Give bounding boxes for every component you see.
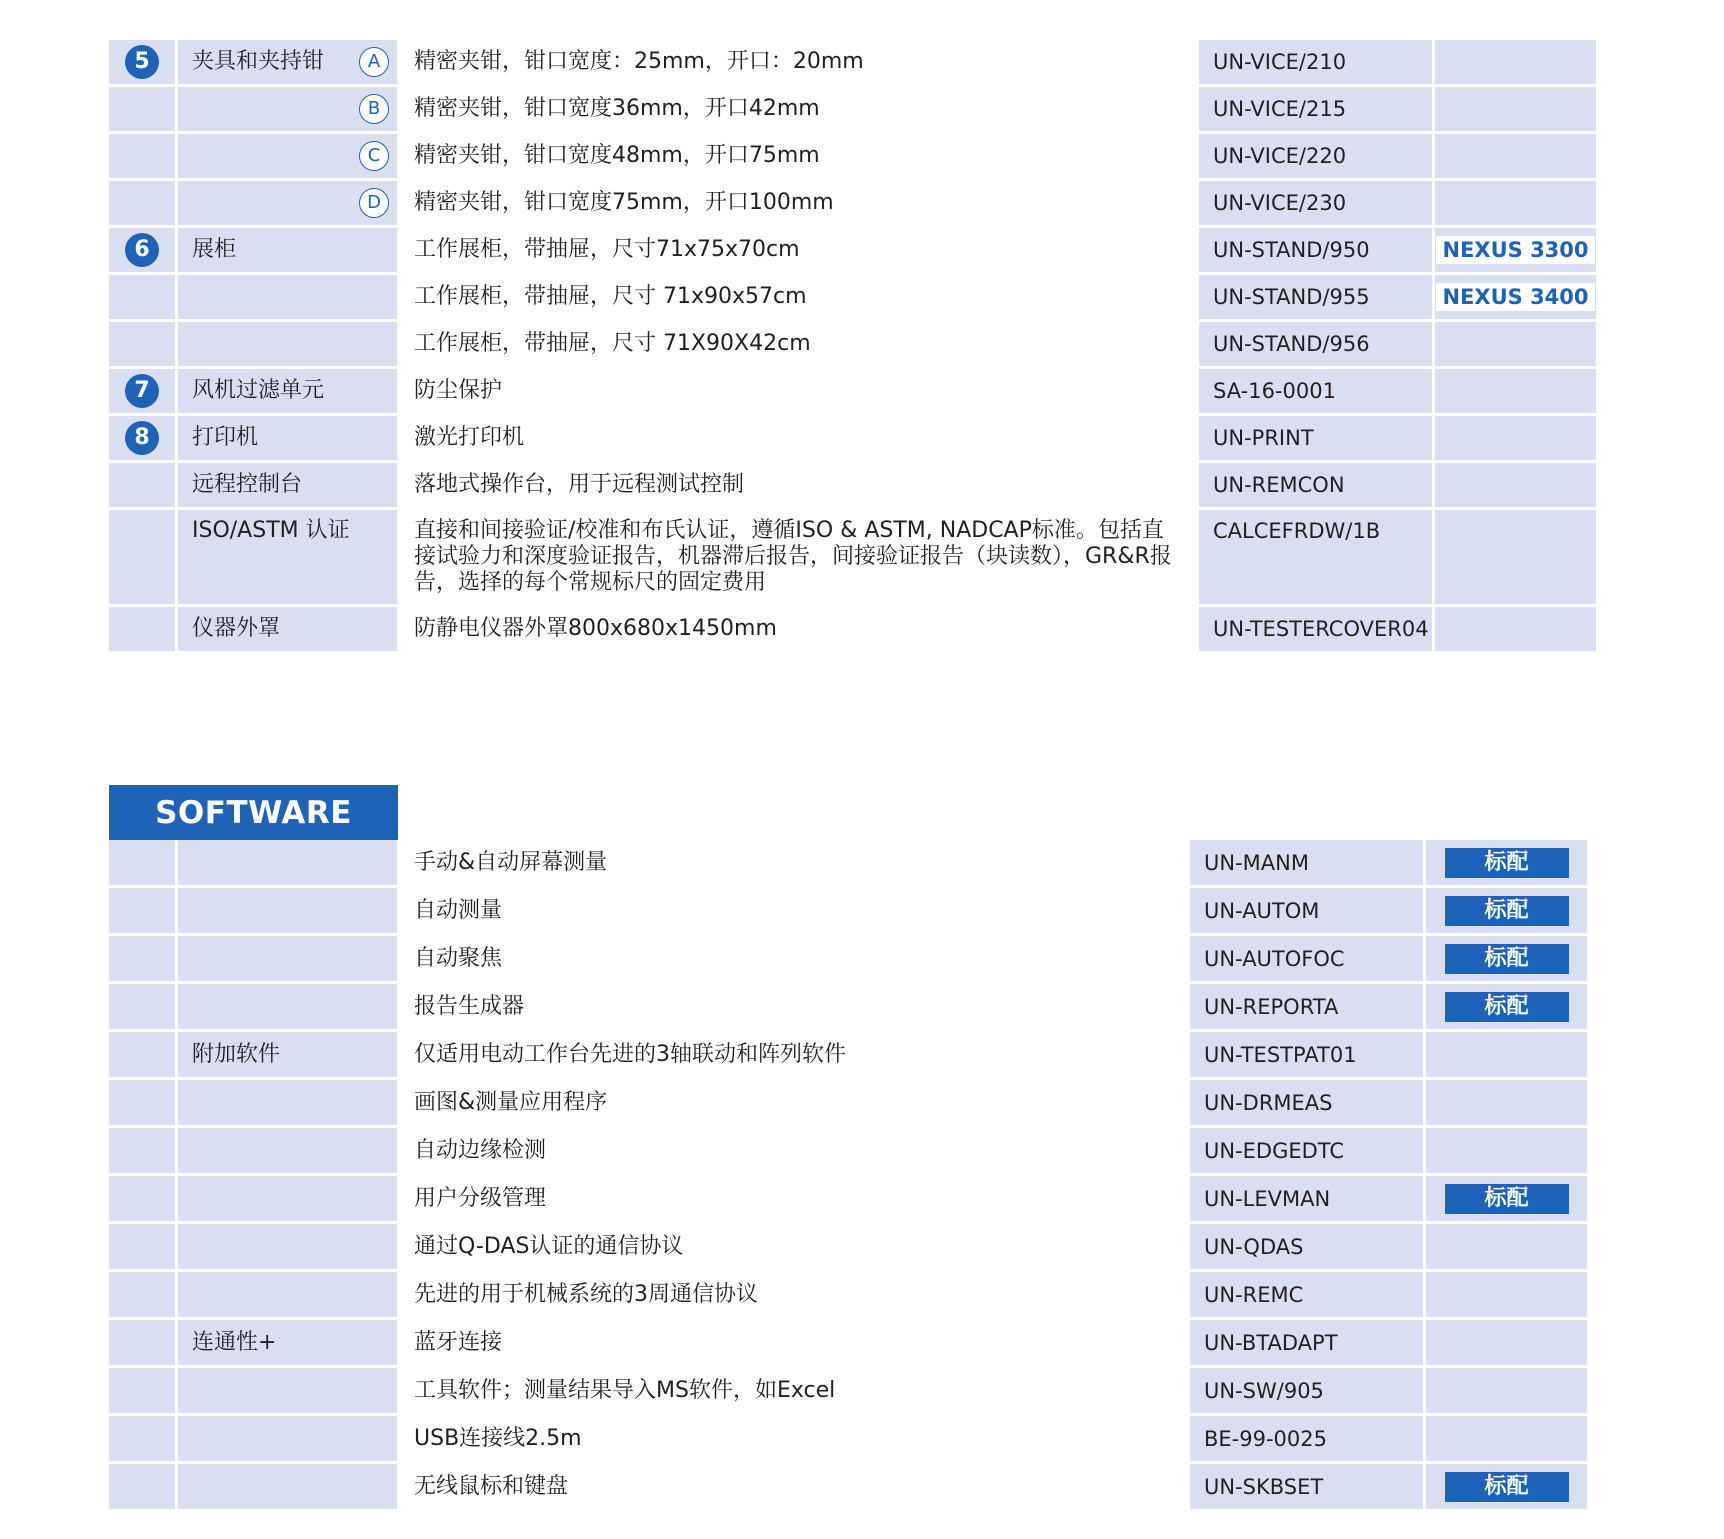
model-cell xyxy=(1435,181,1596,225)
item-number-cell xyxy=(109,607,175,651)
part-code-cell: UN-DRMEAS xyxy=(1190,1080,1423,1125)
standard-badge: 标配 xyxy=(1445,1184,1569,1214)
standard-cell xyxy=(1426,1080,1587,1125)
part-code-cell: CALCEFRDW/1B xyxy=(1199,510,1432,604)
table-row xyxy=(109,134,1596,178)
group-label-add-on-software: 附加软件 xyxy=(192,1041,281,1067)
category-cell xyxy=(178,463,397,507)
table-row xyxy=(109,275,1596,319)
category-cell xyxy=(178,1368,397,1413)
item-number-cell xyxy=(109,228,175,272)
part-code-cell: UN-VICE/220 xyxy=(1199,134,1432,178)
description-cell: 防静电仪器外罩800x680x1450mm xyxy=(400,607,1196,651)
model-cell xyxy=(1435,322,1596,366)
part-code-cell: UN-QDAS xyxy=(1190,1224,1423,1269)
description-cell: 落地式操作台，用于远程测试控制 xyxy=(400,463,1196,507)
table-row xyxy=(109,1032,1587,1077)
standard-cell xyxy=(1426,984,1587,1029)
part-code-cell: UN-AUTOM xyxy=(1190,888,1423,933)
description-cell: 自动聚焦 xyxy=(400,936,1187,981)
model-cell xyxy=(1435,607,1596,651)
part-code-cell: UN-TESTPAT01 xyxy=(1190,1032,1423,1077)
item-number-cell xyxy=(109,322,175,366)
item-number-badge: 5 xyxy=(125,45,159,79)
description-cell: 自动测量 xyxy=(400,888,1187,933)
category-label: ISO/ASTM 认证 xyxy=(192,518,350,543)
model-cell xyxy=(1435,87,1596,131)
part-code-cell: UN-EDGEDTC xyxy=(1190,1128,1423,1173)
model-tag: NEXUS 3400 xyxy=(1436,283,1594,311)
table-row xyxy=(109,1416,1587,1461)
table-row xyxy=(109,228,1596,272)
category-cell xyxy=(178,840,397,885)
model-cell xyxy=(1435,510,1596,604)
category-cell xyxy=(178,984,397,1029)
standard-badge: 标配 xyxy=(1445,992,1569,1022)
category-cell xyxy=(178,1416,397,1461)
description-cell: 精密夹钳，钳口宽度75mm，开口100mm xyxy=(400,181,1196,225)
standard-cell xyxy=(1426,1416,1587,1461)
category-cell xyxy=(178,1128,397,1173)
category-label: 仪器外罩 xyxy=(192,616,281,641)
table-row xyxy=(109,322,1596,366)
standard-cell xyxy=(1426,1128,1587,1173)
category-cell xyxy=(178,1176,397,1221)
standard-cell xyxy=(1426,1176,1587,1221)
standard-badge: 标配 xyxy=(1445,896,1569,926)
table-row xyxy=(109,87,1596,131)
category-cell xyxy=(178,888,397,933)
category-label: 风机过滤单元 xyxy=(192,378,325,403)
table-row xyxy=(109,888,1587,933)
table-row xyxy=(109,181,1596,225)
part-code-cell: UN-BTADAPT xyxy=(1190,1320,1423,1365)
standard-cell xyxy=(1426,936,1587,981)
table-row xyxy=(109,1464,1587,1509)
item-number-cell xyxy=(109,416,175,460)
variant-letter-badge: C xyxy=(359,141,389,171)
category-cell xyxy=(178,607,397,651)
table-row xyxy=(109,607,1596,651)
item-number-cell xyxy=(109,40,175,84)
category-label: 展柜 xyxy=(192,237,237,262)
table-row xyxy=(109,1176,1587,1221)
category-cell xyxy=(178,1464,397,1509)
part-code-cell: UN-LEVMAN xyxy=(1190,1176,1423,1221)
category-cell xyxy=(178,181,397,225)
category-cell xyxy=(178,275,397,319)
description-cell: 工具软件；测量结果导入MS软件，如Excel xyxy=(400,1368,1187,1413)
description-cell: 画图&测量应用程序 xyxy=(400,1080,1187,1125)
category-cell xyxy=(178,40,397,84)
item-number-badge: 7 xyxy=(125,374,159,408)
category-cell xyxy=(178,416,397,460)
category-cell xyxy=(178,322,397,366)
description-cell: USB连接线2.5m xyxy=(400,1416,1187,1461)
item-number-cell xyxy=(109,510,175,604)
category-cell xyxy=(178,134,397,178)
model-tag: NEXUS 3300 xyxy=(1436,236,1594,264)
standard-cell xyxy=(1426,840,1587,885)
table-row xyxy=(109,1080,1587,1125)
description-cell: 仅适用电动工作台先进的3轴联动和阵列软件 xyxy=(400,1032,1187,1077)
item-number-cell xyxy=(109,87,175,131)
description-cell: 精密夹钳，钳口宽度：25mm，开口：20mm xyxy=(400,40,1196,84)
standard-badge: 标配 xyxy=(1445,944,1569,974)
software-table xyxy=(109,837,1587,1512)
category-cell xyxy=(178,510,397,604)
part-code-cell: UN-SW/905 xyxy=(1190,1368,1423,1413)
description-cell: 激光打印机 xyxy=(400,416,1196,460)
part-code-cell: UN-MANM xyxy=(1190,840,1423,885)
description-cell: 直接和间接验证/校准和布氏认证，遵循ISO & ASTM, NADCAP标准。包括直接试验力和深度验证报告，机器滞后报告，间接验证报告（块读数），GR&R报告，选择的每个常规标尺的固定费用 xyxy=(400,510,1196,604)
item-number-cell xyxy=(109,181,175,225)
table-row xyxy=(109,1320,1587,1365)
description-cell: 自动边缘检测 xyxy=(400,1128,1187,1173)
model-cell xyxy=(1435,369,1596,413)
table-row xyxy=(109,984,1587,1029)
table-row xyxy=(109,1368,1587,1413)
description-cell: 先进的用于机械系统的3周通信协议 xyxy=(400,1272,1187,1317)
item-number-badge: 6 xyxy=(125,233,159,267)
table-row xyxy=(109,510,1596,604)
part-code-cell: UN-STAND/955 xyxy=(1199,275,1432,319)
category-cell xyxy=(178,87,397,131)
item-number-cell xyxy=(109,134,175,178)
standard-cell xyxy=(1426,1272,1587,1317)
description-cell: 蓝牙连接 xyxy=(400,1320,1187,1365)
part-code-cell: UN-VICE/230 xyxy=(1199,181,1432,225)
category-label: 夹具和夹持钳 xyxy=(192,49,325,74)
standard-badge: 标配 xyxy=(1445,848,1569,878)
description-cell: 精密夹钳，钳口宽度48mm，开口75mm xyxy=(400,134,1196,178)
accessories-table xyxy=(109,37,1596,654)
model-cell xyxy=(1435,275,1596,319)
standard-cell xyxy=(1426,1224,1587,1269)
standard-cell xyxy=(1426,1368,1587,1413)
category-cell xyxy=(178,369,397,413)
part-code-cell: UN-PRINT xyxy=(1199,416,1432,460)
description-cell: 通过Q-DAS认证的通信协议 xyxy=(400,1224,1187,1269)
standard-cell xyxy=(1426,1320,1587,1365)
part-code-cell: UN-STAND/950 xyxy=(1199,228,1432,272)
table-row xyxy=(109,416,1596,460)
variant-letter-badge: B xyxy=(359,94,389,124)
description-cell: 用户分级管理 xyxy=(400,1176,1187,1221)
item-number-cell xyxy=(109,275,175,319)
table-row xyxy=(109,840,1587,885)
category-cell xyxy=(178,1224,397,1269)
item-number-badge: 8 xyxy=(125,421,159,455)
model-cell xyxy=(1435,463,1596,507)
table-row xyxy=(109,463,1596,507)
table-row xyxy=(109,936,1587,981)
category-cell xyxy=(178,936,397,981)
group-label-connectivity: 连通性+ xyxy=(192,1329,277,1355)
category-cell xyxy=(178,1080,397,1125)
description-cell: 精密夹钳，钳口宽度36mm，开口42mm xyxy=(400,87,1196,131)
category-cell xyxy=(178,1320,397,1365)
standard-badge: 标配 xyxy=(1445,1472,1569,1502)
model-cell xyxy=(1435,40,1596,84)
description-cell: 工作展柜，带抽屉，尺寸 71x90x57cm xyxy=(400,275,1196,319)
part-code-cell: UN-VICE/215 xyxy=(1199,87,1432,131)
description-cell: 工作展柜，带抽屉，尺寸 71X90X42cm xyxy=(400,322,1196,366)
model-cell xyxy=(1435,134,1596,178)
part-code-cell: UN-STAND/956 xyxy=(1199,322,1432,366)
description-cell: 防尘保护 xyxy=(400,369,1196,413)
part-code-cell: UN-SKBSET xyxy=(1190,1464,1423,1509)
item-number-cell xyxy=(109,463,175,507)
variant-letter-badge: A xyxy=(359,47,389,77)
part-code-cell: UN-AUTOFOC xyxy=(1190,936,1423,981)
category-label: 打印机 xyxy=(192,425,259,450)
category-cell xyxy=(178,228,397,272)
part-code-cell: UN-REMCON xyxy=(1199,463,1432,507)
model-cell xyxy=(1435,416,1596,460)
standard-cell xyxy=(1426,1032,1587,1077)
description-cell: 手动&自动屏幕测量 xyxy=(400,840,1187,885)
model-cell xyxy=(1435,228,1596,272)
category-cell xyxy=(178,1272,397,1317)
table-row xyxy=(109,1272,1587,1317)
part-code-cell: SA-16-0001 xyxy=(1199,369,1432,413)
description-cell: 报告生成器 xyxy=(400,984,1187,1029)
description-cell: 工作展柜，带抽屉，尺寸71x75x70cm xyxy=(400,228,1196,272)
software-section-header: SOFTWARE xyxy=(109,785,398,841)
standard-cell xyxy=(1426,1464,1587,1509)
part-code-cell: UN-REMC xyxy=(1190,1272,1423,1317)
table-row xyxy=(109,1128,1587,1173)
item-number-cell xyxy=(109,369,175,413)
table-row xyxy=(109,369,1596,413)
part-code-cell: UN-TESTERCOVER04 xyxy=(1199,607,1432,651)
standard-cell xyxy=(1426,888,1587,933)
table-row xyxy=(109,1224,1587,1269)
description-cell: 无线鼠标和键盘 xyxy=(400,1464,1187,1509)
part-code-cell: UN-REPORTA xyxy=(1190,984,1423,1029)
part-code-cell: BE-99-0025 xyxy=(1190,1416,1423,1461)
part-code-cell: UN-VICE/210 xyxy=(1199,40,1432,84)
variant-letter-badge: D xyxy=(359,188,389,218)
category-cell xyxy=(178,1032,397,1077)
table-row xyxy=(109,40,1596,84)
category-label: 远程控制台 xyxy=(192,472,303,497)
